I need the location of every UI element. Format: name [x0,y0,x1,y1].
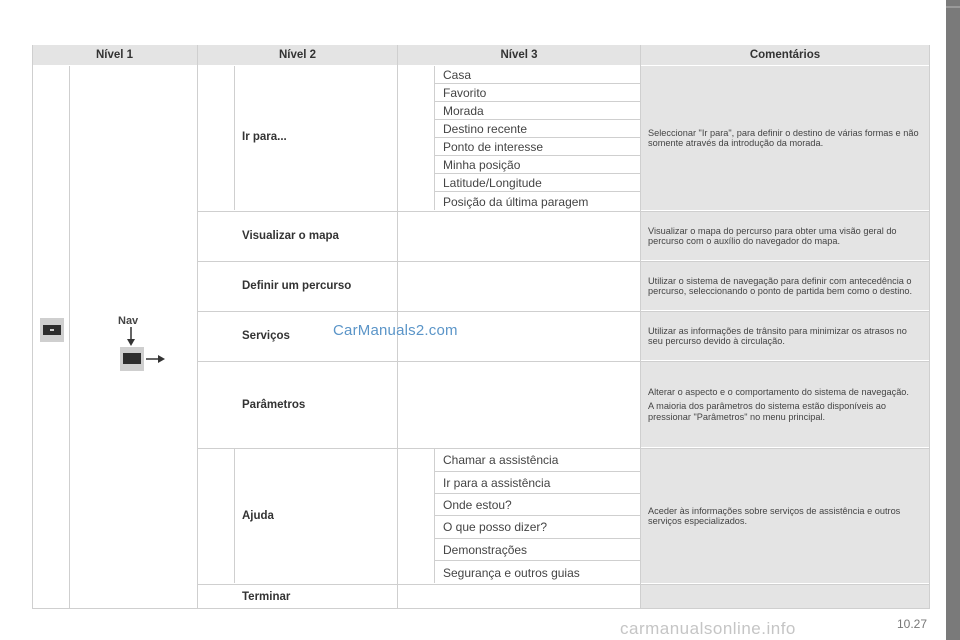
page-number: 10.27 [897,617,928,631]
level3-item: Ir para a assistência [435,472,640,494]
level2-terminar: Terminar [242,590,291,603]
watermark: CarManuals2.com [333,322,458,339]
header-nivel-2: Nível 2 [198,45,397,65]
level2-visualizar-mapa: Visualizar o mapa [242,230,339,242]
comment-servicos: Utilizar as informações de trânsito para minimizar os atrasos no seu percurso devido à circulação. [648,325,907,346]
menu-button-icon [40,318,64,342]
level2-parametros: Parâmetros [242,398,306,411]
level3-item: Morada [435,102,640,120]
level3-item: Minha posição [435,156,640,174]
comment-parametros: Alterar o aspecto e o comportamento do sistema de navegação. A maioria dos parâmetros do sistema estão disponíveis ao pressionar "Parâmetros" no menu principal. [648,387,909,422]
level3-item: Destino recente [435,120,640,138]
comment-definir-percurso: Utilizar o sistema de navegação para definir com antecedência o percurso, seleccionando o ponto de partida bem como o destino. [648,275,913,296]
level3-item: Casa [435,66,640,84]
level3-item: Ponto de interesse [435,138,640,156]
level3-item: Segurança e outros guias [443,565,580,580]
page-edge-bar [946,0,960,640]
level2-ir-para: Ir para... [242,131,287,143]
level3-item: Latitude/Longitude [435,174,640,192]
header-nivel-3: Nível 3 [398,45,640,65]
level2-servicos: Serviços [242,330,290,342]
nav-label: Nav [118,315,139,327]
level3-item: O que posso dizer? [435,516,640,539]
comment-visualizar-mapa: Visualizar o mapa do percurso para obter uma visão geral do percurso com o auxílio do navegador do mapa. [648,225,897,246]
level2-ajuda: Ajuda [242,510,274,522]
level3-item: Favorito [435,84,640,102]
header-nivel-1: Nível 1 [32,45,197,65]
footer-watermark: carmanualsonline.info [620,619,796,638]
nav-screen-icon [120,347,144,371]
header-comentarios: Comentários [641,45,929,65]
level2-definir-percurso: Definir um percurso [242,280,352,292]
arrow-down-icon [126,327,136,347]
level3-item: Onde estou? [435,494,640,516]
level3-item: Demonstrações [435,539,640,561]
level3-item: Chamar a assistência [435,449,640,472]
level3-item: Posição da última paragem [443,194,589,209]
arrow-right-icon [146,353,166,365]
comment-ir-para: Seleccionar "Ir para", para definir o destino de várias formas e não somente através da introdução da morada. [648,127,919,148]
comment-ajuda: Aceder às informações sobre serviços de assistência e outros serviços especializados. [648,505,901,526]
